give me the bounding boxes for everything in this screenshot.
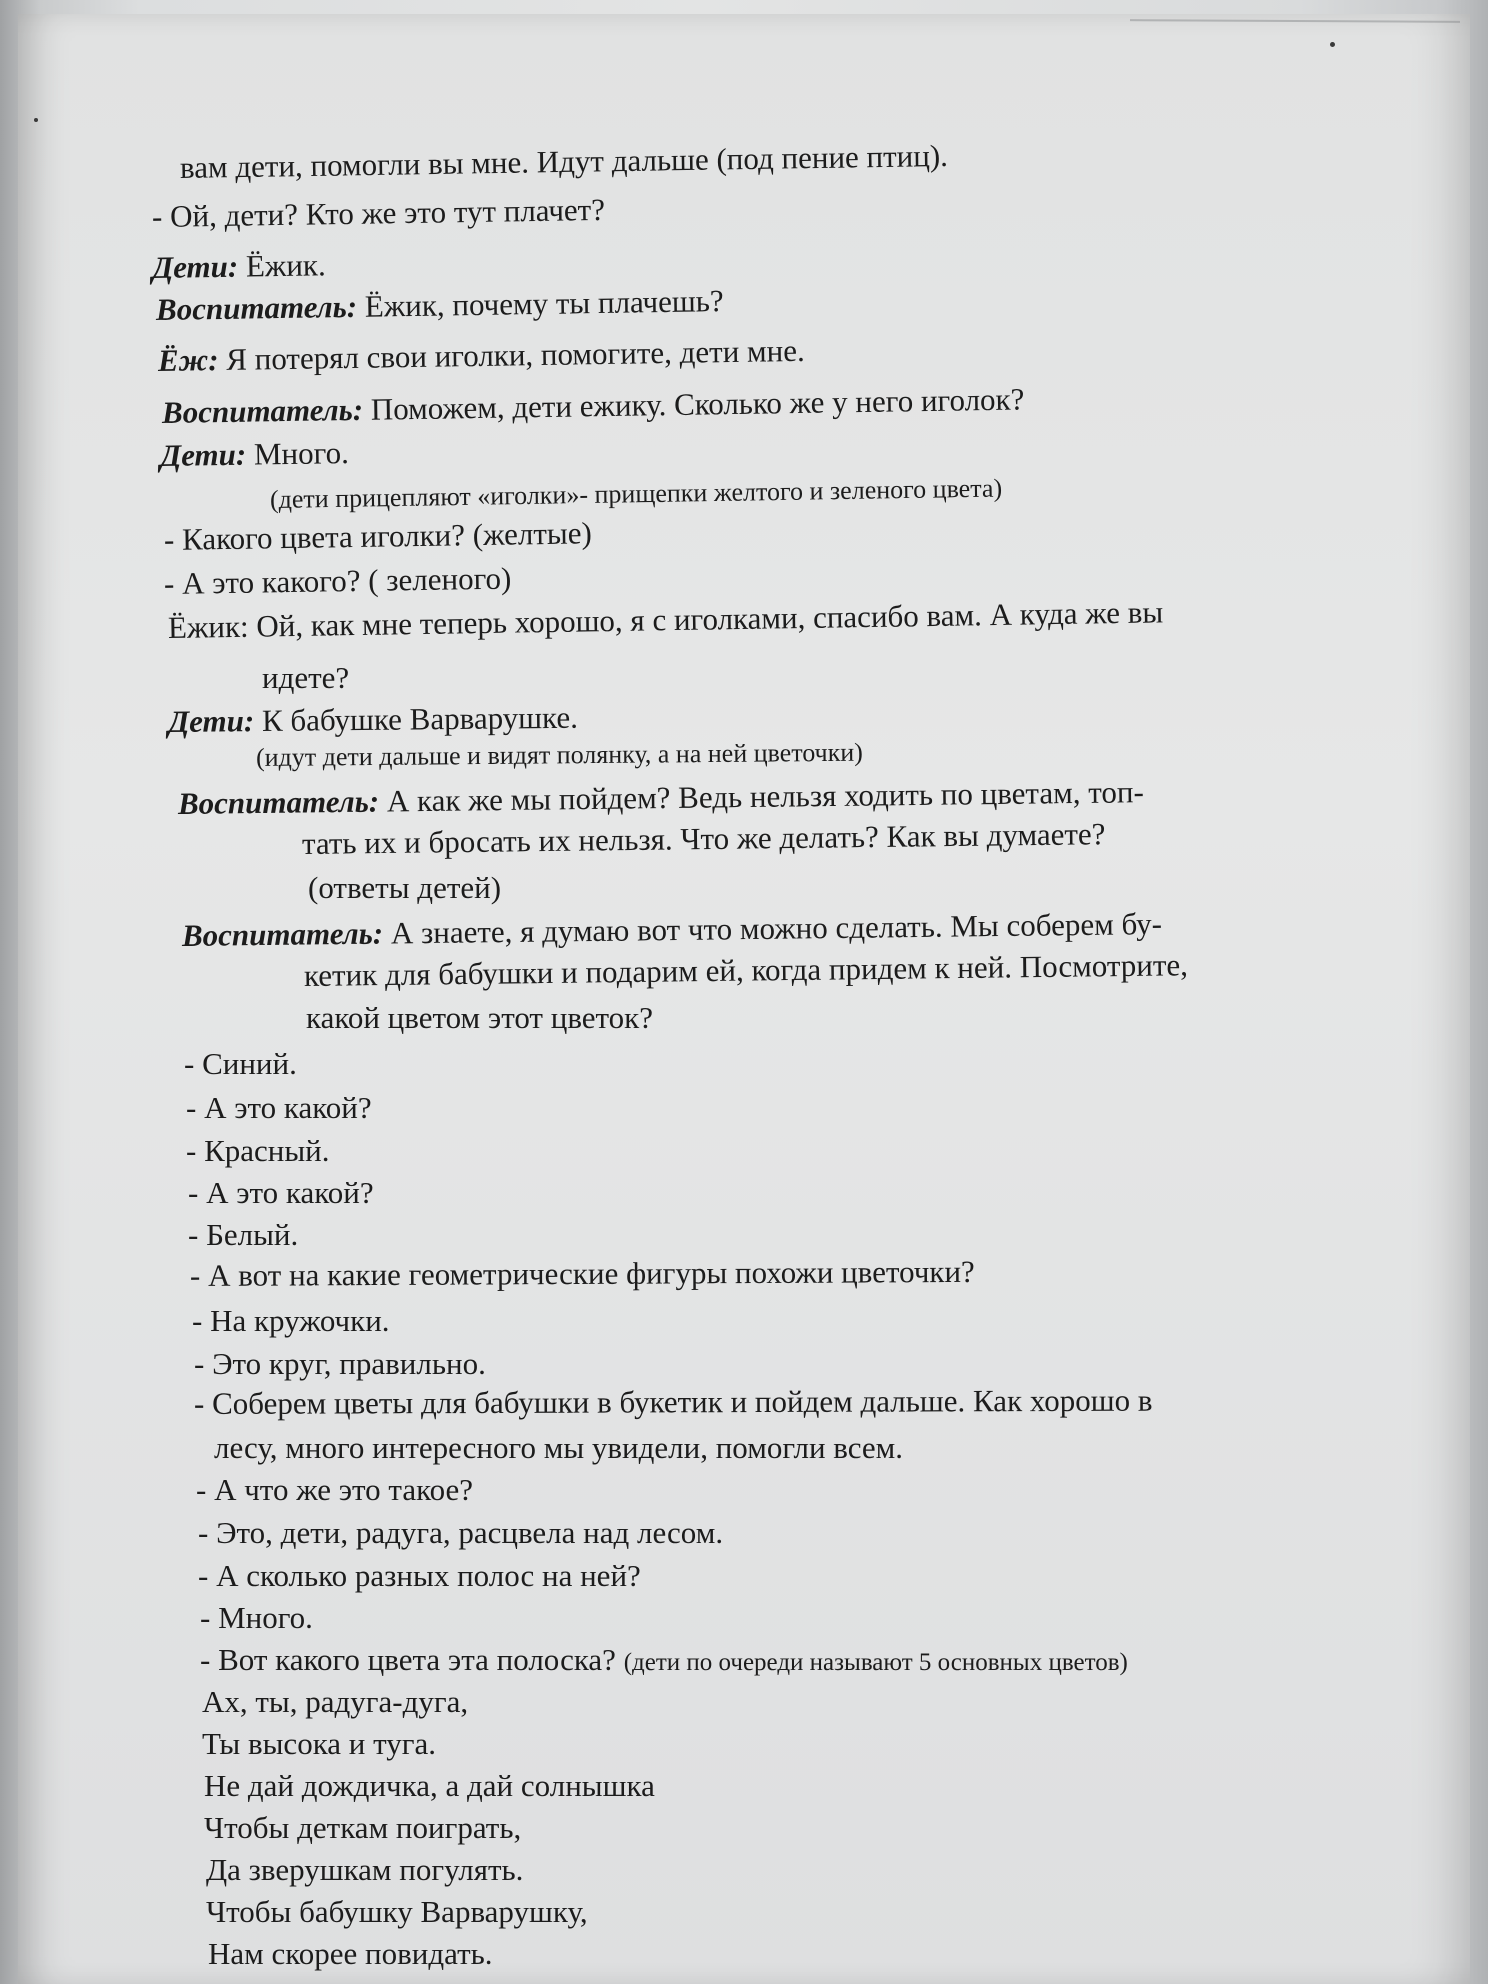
text-line: Не дай дождичка, а дай солнышка (204, 1768, 655, 1803)
text-line: лесу, много интересного мы увидели, помогли всем. (214, 1430, 904, 1465)
stage-direction: (дети по очереди называют 5 основных цветов) (623, 1649, 1128, 1676)
speaker-label: Воспитатель: (161, 391, 364, 430)
text-line: Нам скорее повидать. (208, 1936, 493, 1971)
text-line: - А сколько разных полос на ней? (198, 1558, 641, 1593)
text-line: вам дети, помогли вы мне. Идут дальше (под пение птиц). (179, 137, 949, 185)
text-line: Дети: Много. (159, 435, 350, 473)
text-line: - Синий. (184, 1046, 297, 1081)
text-line: (дети прицепляют «иголки»- прищепки желтого и зеленого цвета) (269, 473, 1003, 514)
text-line: - Много. (200, 1600, 313, 1635)
text-line: - Красный. (186, 1133, 330, 1168)
speaker-label: Воспитатель: (177, 783, 380, 821)
speaker-label: Ёж: (157, 342, 219, 378)
text-line: Ёжик: Ой, как мне теперь хорошо, я с иголками, спасибо вам. А куда же вы (167, 594, 1164, 645)
text-line: (ответы детей) (308, 870, 502, 905)
text-line: тать их и бросать их нельзя. Что же делать? Как вы думаете? (301, 816, 1106, 861)
speaker-label: Воспитатель: (155, 288, 358, 327)
speaker-label: Воспитатель: (181, 915, 384, 953)
text-line: кетик для бабушки и подарим ей, когда придем к ней. Посмотрите, (303, 947, 1189, 993)
text-line: - Вот какого цвета эта полоска? (дети по очереди называют 5 основных цветов) (200, 1642, 1128, 1677)
text-line: - На кружочки. (192, 1303, 390, 1338)
text-line: Воспитатель: Поможем, дети ежику. Сколько же у него иголок? (161, 381, 1025, 430)
text-line: Воспитатель: А знаете, я думаю вот что можно сделать. Мы соберем бу- (181, 906, 1163, 953)
text-line: Чтобы бабушку Варварушку, (206, 1894, 588, 1929)
text-line: идете? (262, 660, 350, 695)
text-line: - Соберем цветы для бабушки в букетик и пойдем дальше. Как хорошо в (193, 1382, 1153, 1421)
text-line: Ёж: Я потерял свои иголки, помогите, дети мне. (157, 332, 805, 378)
text-line: Дети: Ёжик. (151, 247, 326, 285)
text-line: - Какого цвета иголки? (желтые) (163, 515, 593, 557)
text-line: Чтобы деткам поиграть, (204, 1810, 522, 1845)
text-line: - А вот на какие геометрические фигуры похожи цветочки? (189, 1253, 975, 1293)
text-line: - А это какой? (186, 1090, 372, 1125)
text-line: - Это круг, правильно. (194, 1346, 486, 1381)
speaker-label: Дети: (167, 703, 255, 739)
text-line: (идут дети дальше и видят полянку, а на ней цветочки) (255, 737, 864, 772)
speaker-label: Дети: (159, 436, 247, 473)
text-line: Да зверушкам погулять. (206, 1852, 524, 1887)
text-line: - Ой, дети? Кто же это тут плачет? (151, 191, 606, 234)
text-line: какой цветом этот цветок? (306, 1000, 653, 1035)
text-line: Дети: К бабушке Варварушке. (167, 699, 579, 739)
text-line: Ты высока и туга. (202, 1726, 436, 1761)
text-line: - А это какого? ( зеленого) (163, 560, 512, 601)
text-line: Ах, ты, радуга-дуга, (202, 1684, 469, 1719)
text-line: Воспитатель: А как же мы пойдем? Ведь нельзя ходить по цветам, топ- (177, 774, 1144, 821)
text-line: - А что же это такое? (196, 1472, 473, 1507)
speaker-label: Дети: (151, 248, 239, 285)
text-line: Воспитатель: Ёжик, почему ты плачешь? (155, 283, 724, 327)
text-line: - Белый. (188, 1217, 299, 1252)
text-line: - А это какой? (188, 1175, 374, 1210)
text-line: - Это, дети, радуга, расцвела над лесом. (198, 1515, 724, 1550)
